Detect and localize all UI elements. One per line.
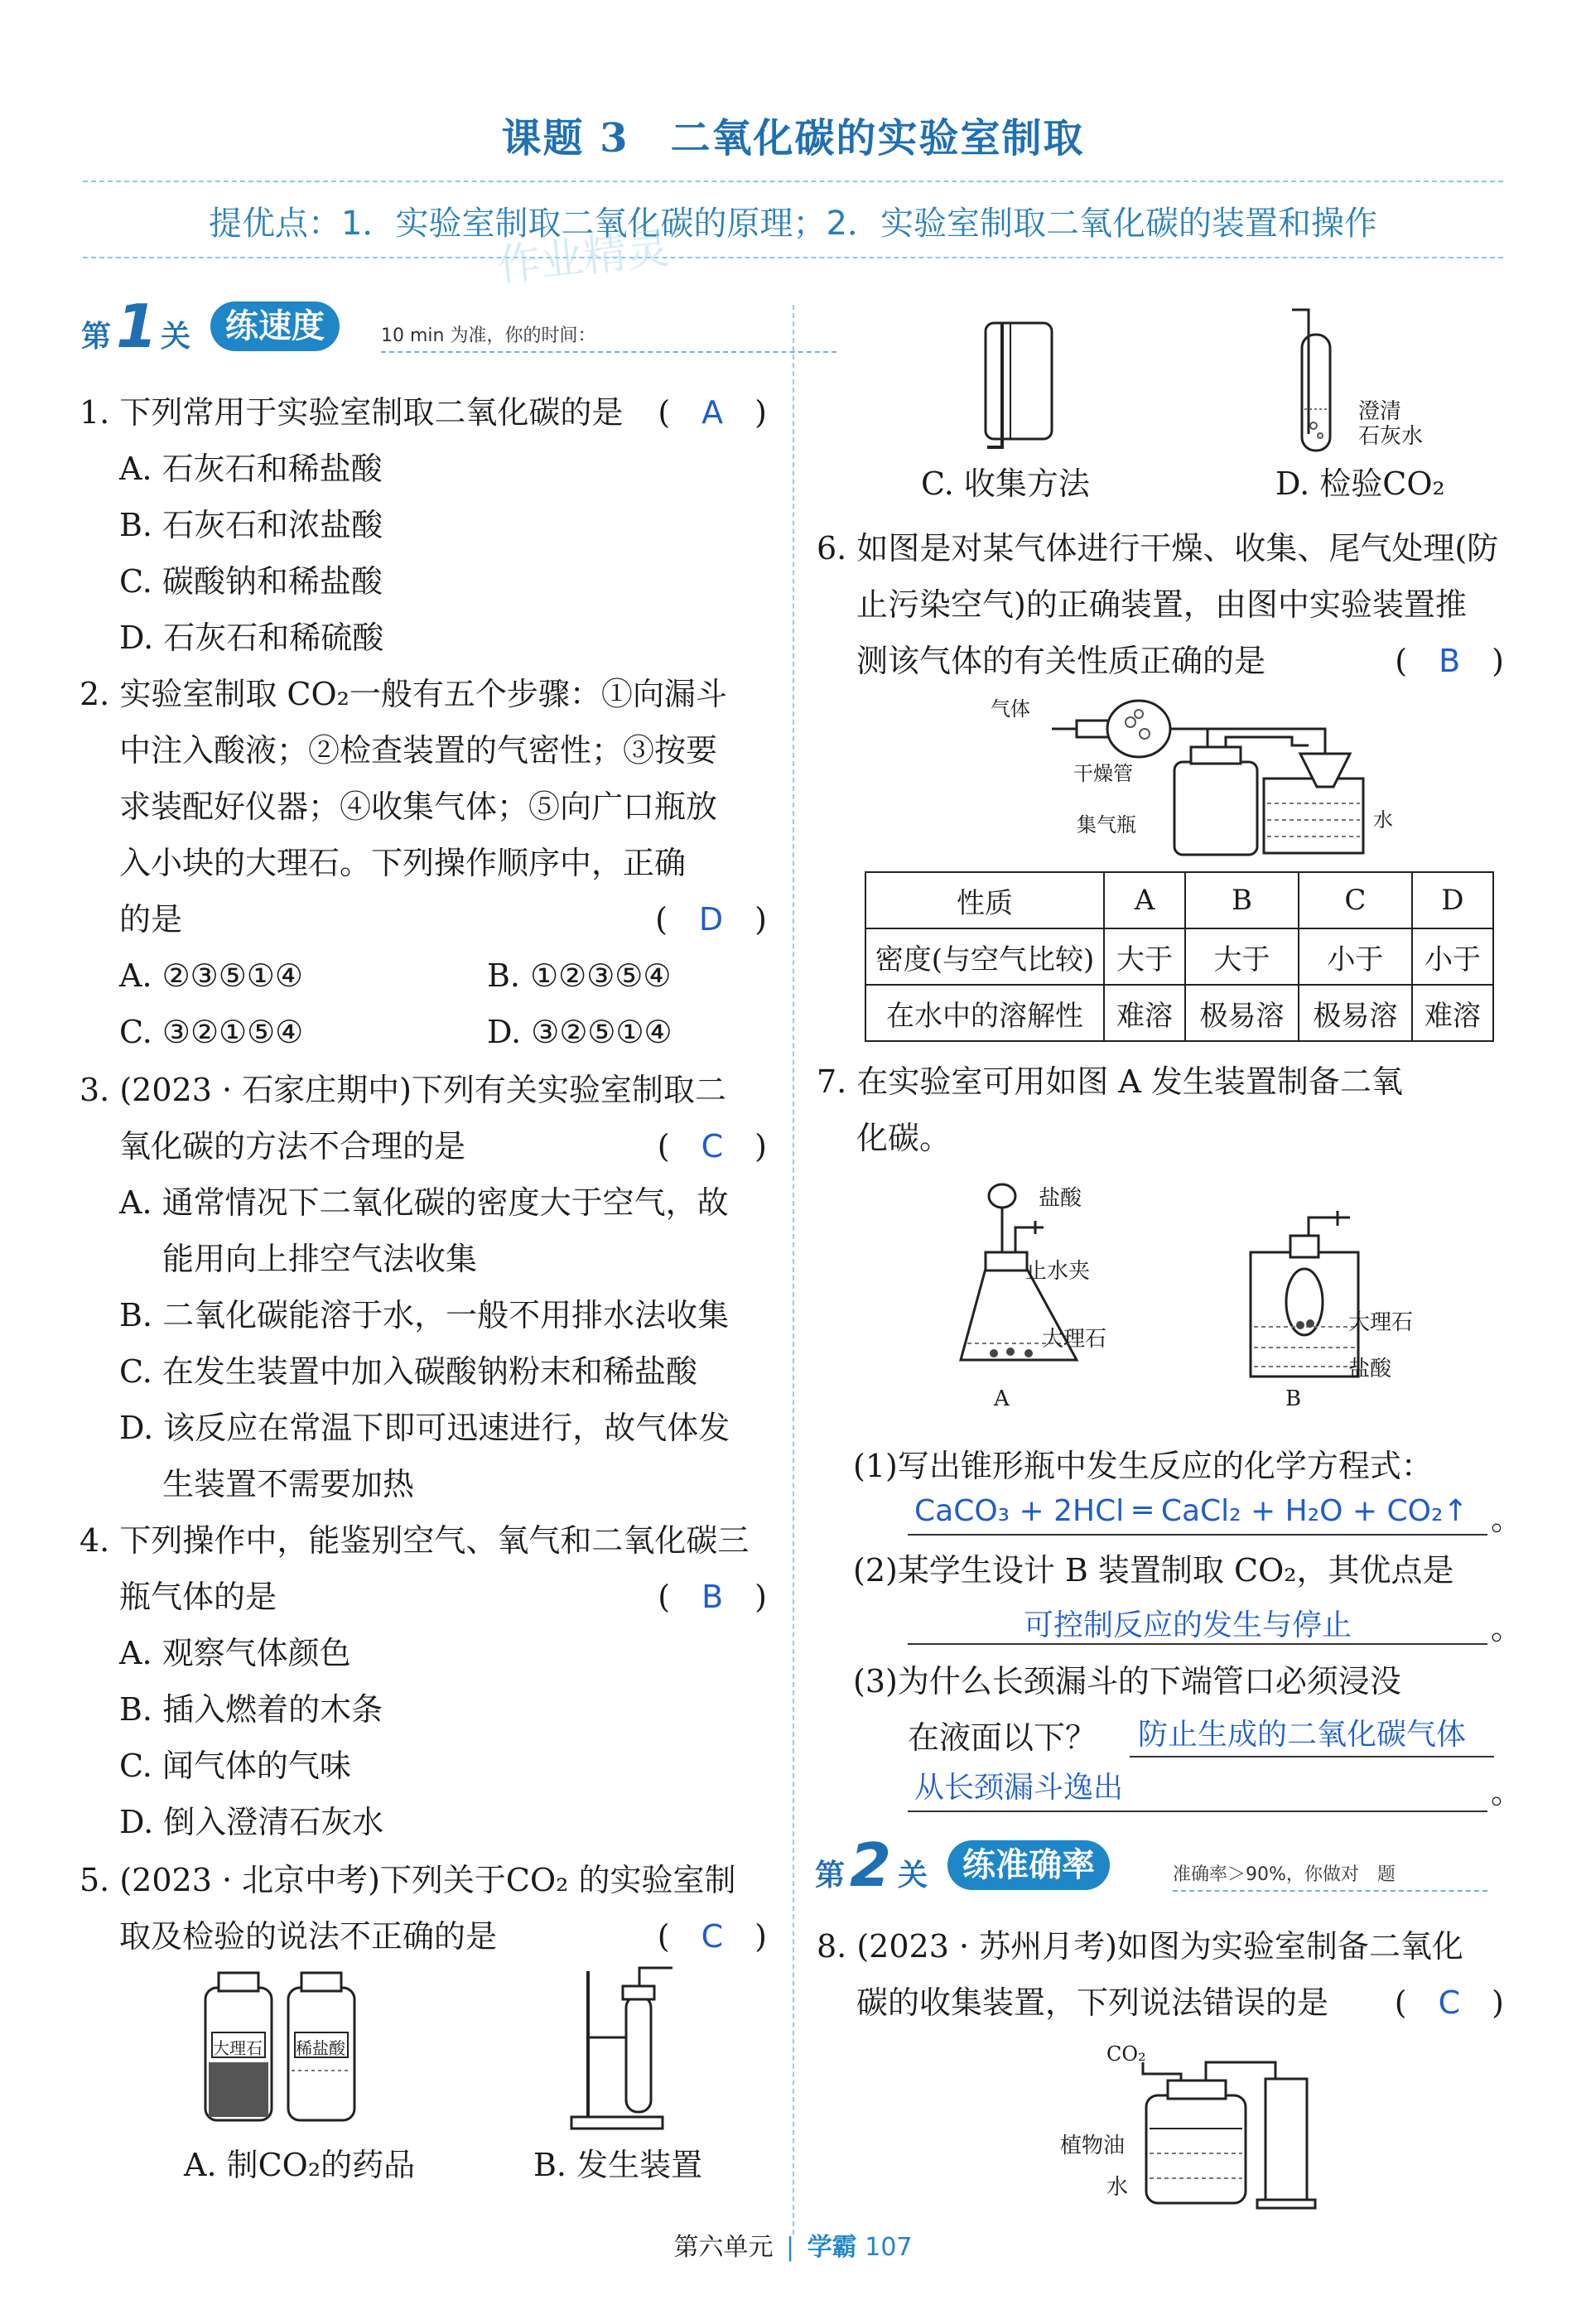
table-header: B [1185, 872, 1299, 928]
table-cell: 在水中的溶解性 [865, 985, 1104, 1041]
q7-period: 。 [1491, 1610, 1523, 1647]
q2-option-c: C. ③②①⑤④ [119, 1014, 304, 1050]
q7-part-1-blank [908, 1492, 1487, 1536]
watermark: 作业精灵 [495, 224, 672, 292]
q8-collection-apparatus-figure [1126, 2046, 1342, 2211]
q5-caption-c: C. 收集方法 [921, 465, 1090, 502]
table-row [865, 872, 1493, 928]
q7-label-acid-b: 盐酸 [1348, 1357, 1392, 1381]
section-suffix: 关 [161, 320, 191, 354]
q5-lime-label-1: 澄清 [1358, 399, 1402, 424]
q7-label-marble-b: 大理石 [1348, 1310, 1414, 1335]
table-cell: 极易溶 [1299, 985, 1412, 1041]
table-cell: 小于 [1412, 928, 1493, 985]
q5-label-acid: 稀盐酸 [296, 2038, 345, 2058]
q2-option-b: B. ①②③⑤④ [487, 957, 672, 994]
q2-stem-line1: 2. 实验室制取 CO₂一般有五个步骤：①向漏斗 [80, 676, 727, 712]
page-footer [0, 2226, 1586, 2263]
question-8: 8. (2023 · 苏州月考)如图为实验室制备二氧化 碳的收集装置，下列说法错误的是 ( C ) [817, 1918, 1504, 2031]
q7-label-b: B [1285, 1386, 1302, 1411]
q1-option-d: D. 石灰石和稀硫酸 [119, 620, 384, 656]
q7-label-clamp: 止水夹 [1025, 1259, 1091, 1284]
q5-label-marble: 大理石 [213, 2038, 263, 2058]
table-header: A [1104, 872, 1185, 928]
q2-option-a: A. ②③⑤①④ [119, 957, 303, 994]
q2-answer: D [698, 901, 724, 938]
table-cell: 难溶 [1104, 985, 1185, 1041]
q3-answer: C [701, 1128, 724, 1164]
q5-co2-test-figure [1284, 301, 1350, 459]
q4-option-d: D. 倒入澄清石灰水 [119, 1804, 384, 1840]
q5-caption-a: A. 制CO₂的药品 [184, 2147, 416, 2183]
q1-answer: A [701, 394, 724, 431]
q7-stem-line2: 化碳。 [856, 1120, 952, 1156]
q1-stem: 1. 下列常用于实验室制取二氧化碳的是 [80, 394, 624, 431]
section-note: 10 min 为准，你的时间： [381, 325, 596, 346]
q8-label-water: 水 [1106, 2175, 1129, 2200]
title-divider [83, 181, 1503, 182]
q4-option-b: B. 插入燃着的木条 [119, 1691, 383, 1728]
table-cell: 难溶 [1412, 985, 1493, 1041]
q7-part-3-blank-2 [908, 1762, 1487, 1812]
q1-option-c: C. 碳酸钠和稀盐酸 [119, 563, 383, 600]
q5-generator-apparatus-figure [563, 1963, 696, 2137]
question-2: 2. 实验室制取 CO₂一般有五个步骤：①向漏斗 中注入酸液；②检查装置的气密性；③按要 求装配好仪器；④收集气体；⑤向广口瓶放 入小块的大理石。下列操作顺序中，正确 的是 ( D ) A. ②③⑤①④ B. ①②③⑤④ C. ③②①⑤④ D. ③②⑤①④ [80, 666, 767, 1060]
q5-lime-label [1358, 399, 1423, 449]
q2-stem-line4: 入小块的大理石。下列操作顺序中，正确 [119, 845, 687, 881]
q7-part-1-answer: CaCO₃ + 2HCl ═ CaCl₂ + H₂O + CO₂↑ [914, 1494, 1468, 1528]
q7-period: 。 [1491, 1774, 1523, 1811]
q2-stem-line2: 中注入酸液；②检查装置的气密性；③按要 [119, 732, 718, 769]
q3-option-a-cont: 能用向上排空气法收集 [162, 1241, 478, 1277]
q6-label-bottle: 集气瓶 [1077, 813, 1136, 837]
table-cell: 密度(与空气比较) [865, 928, 1104, 985]
q2-stem-line3: 求装配好仪器；④收集气体；⑤向广口瓶放 [119, 788, 718, 825]
section-suffix: 关 [898, 1859, 928, 1892]
table-cell: 小于 [1299, 928, 1412, 985]
q4-stem-line2: 瓶气体的是 [119, 1579, 277, 1615]
q7-part-2-answer: 可控制反应的发生与停止 [1024, 1608, 1352, 1642]
section-badge: 练速度 [210, 301, 340, 351]
q6-answer: B [1439, 643, 1461, 679]
q6-stem-line3: 测该气体的有关性质正确的是 [856, 643, 1266, 679]
table-cell: 大于 [1185, 928, 1299, 985]
question-6: 6. 如图是对某气体进行干燥、收集、尾气处理(防 止污染空气)的正确装置，由图中实验装置推 测该气体的有关性质正确的是 ( B ) [817, 520, 1504, 689]
q7-stem-line1: 7. 在实验室可用如图 A 发生装置制备二氧 [817, 1063, 1403, 1100]
section-underline [381, 351, 836, 353]
q4-option-c: C. 闻气体的气味 [119, 1748, 351, 1784]
q3-stem-line2: 氧化碳的方法不合理的是 [119, 1128, 466, 1164]
q7-part-2: (2)某学生设计 B 装置制取 CO₂，其优点是 [853, 1552, 1454, 1589]
q6-label-gas: 气体 [991, 697, 1030, 721]
q7-part-3-answer-1: 防止生成的二氧化碳气体 [1138, 1718, 1467, 1752]
section-2-header [815, 1830, 1502, 1900]
table-cell: 大于 [1104, 928, 1185, 985]
section-number: 2 [850, 1830, 892, 1900]
page-number: 107 [865, 2233, 913, 2262]
q7-period: 。 [1491, 1501, 1523, 1537]
q6-stem-line1: 6. 如图是对某气体进行干燥、收集、尾气处理(防 [817, 530, 1499, 567]
table-header: 性质 [865, 872, 1104, 928]
column-separator [793, 305, 794, 2235]
q2-option-d: D. ③②⑤①④ [487, 1014, 672, 1050]
q2-stem-line5: 的是 [119, 901, 183, 938]
section-underline [1173, 1890, 1487, 1892]
question-3: 3. (2023 · 石家庄期中)下列有关实验室制取二 氧化碳的方法不合理的是 ( C ) A. 通常情况下二氧化碳的密度大于空气，故 能用向上排空气法收集 B. 二氧化碳能溶于水，一般不用排水法收集 C. 在发生装置中加入碳酸钠粉末和稀盐酸 D. 该反应在常温下即可迅速进行，故气体发 生装置不需要加热 [80, 1062, 767, 1512]
q3-option-a: A. 通常情况下二氧化碳的密度大于空气，故 [119, 1184, 729, 1221]
q3-option-d: D. 该反应在常温下即可迅速进行，故气体发 [119, 1410, 730, 1446]
q4-stem-line1: 4. 下列操作中，能鉴别空气、氧气和二氧化碳三 [80, 1522, 750, 1559]
section-note: 准确率＞90%，你做对 题 [1173, 1864, 1396, 1885]
q3-option-c: C. 在发生装置中加入碳酸钠粉末和稀盐酸 [119, 1353, 697, 1390]
table-header: D [1412, 872, 1493, 928]
q5-caption-d: D. 检验CO₂ [1275, 465, 1445, 502]
q4-option-a: A. 观察气体颜色 [119, 1635, 351, 1671]
q5-collection-method-figure [977, 315, 1068, 464]
q7-part-3-blank-1 [1130, 1709, 1494, 1757]
q7-part-3-cont: 在液面以下？ [908, 1719, 1097, 1756]
section-1-header [81, 292, 760, 361]
q4-answer: B [701, 1579, 724, 1615]
q5-lime-label-2: 石灰水 [1358, 424, 1424, 449]
question-5: 5. (2023 · 北京中考)下列关于CO₂ 的实验室制 取及检验的说法不正确的是 ( C ) [80, 1852, 767, 1965]
q8-stem-line1: 8. (2023 · 苏州月考)如图为实验室制备二氧化 [817, 1928, 1463, 1965]
page-title: 课题 3 二氧化碳的实验室制取 [501, 115, 1085, 162]
q8-answer: C [1438, 1984, 1461, 2021]
q7-part-3-answer-2: 从长颈漏斗逸出 [914, 1771, 1124, 1805]
q6-property-table [865, 871, 1494, 1042]
q1-option-a: A. 石灰石和稀盐酸 [119, 451, 383, 487]
q7-part-2-blank [908, 1602, 1487, 1645]
q7-part-1: (1)写出锥形瓶中发生反应的化学方程式： [853, 1448, 1433, 1484]
footer-separator: | [786, 2233, 795, 2262]
q6-stem-line2: 止污染空气)的正确装置，由图中实验装置推 [856, 586, 1467, 623]
q8-stem-line2: 碳的收集装置，下列说法错误的是 [856, 1984, 1329, 2021]
q3-stem-line1: 3. (2023 · 石家庄期中)下列有关实验室制取二 [80, 1072, 726, 1108]
q7-label-a: A [994, 1386, 1010, 1411]
section-prefix: 第 [815, 1859, 846, 1892]
table-cell: 极易溶 [1185, 985, 1299, 1041]
q6-apparatus-figure [994, 687, 1391, 861]
q7-part-3: (3)为什么长颈漏斗的下端管口必须浸没 [853, 1663, 1401, 1700]
question-7 [817, 1054, 1504, 1166]
subtitle-divider [83, 257, 1503, 258]
q3-option-b: B. 二氧化碳能溶于水，一般不用排水法收集 [119, 1297, 730, 1333]
footer-brand: 学霸 [807, 2233, 857, 2262]
q7-label-marble: 大理石 [1042, 1327, 1107, 1352]
q5-answer: C [701, 1918, 724, 1955]
section-prefix: 第 [81, 320, 112, 354]
q7-label-acid: 盐酸 [1039, 1186, 1082, 1211]
q6-label-dryer: 干燥管 [1073, 762, 1133, 785]
q5-stem-line1: 5. (2023 · 北京中考)下列关于CO₂ 的实验室制 [80, 1862, 736, 1898]
section-number: 1 [116, 292, 158, 361]
q6-label-water: 水 [1373, 808, 1393, 832]
question-4: 4. 下列操作中，能鉴别空气、氧气和二氧化碳三 瓶气体的是 ( B ) A. 观察气体颜色 B. 插入燃着的木条 C. 闻气体的气味 D. 倒入澄清石灰水 [80, 1512, 767, 1850]
table-header: C [1299, 872, 1412, 928]
q8-label-oil: 植物油 [1060, 2134, 1126, 2158]
table-row [865, 985, 1493, 1041]
key-points: 提优点：1．实验室制取二氧化碳的原理；2．实验室制取二氧化碳的装置和操作 [209, 205, 1377, 243]
section-badge: 练准确率 [947, 1840, 1110, 1890]
footer-unit: 第六单元 [673, 2233, 774, 2262]
q5-stem-line2: 取及检验的说法不正确的是 [119, 1918, 498, 1955]
q3-option-d-cont: 生装置不需要加热 [162, 1466, 415, 1502]
question-1: 1. 下列常用于实验室制取二氧化碳的是 ( A ) A. 石灰石和稀盐酸 B. 石灰石和浓盐酸 C. 碳酸钠和稀盐酸 D. 石灰石和稀硫酸 [80, 384, 767, 666]
q5-caption-b: B. 发生装置 [533, 2147, 703, 2183]
q8-label-co2: CO₂ [1106, 2042, 1146, 2066]
q1-option-b: B. 石灰石和浓盐酸 [119, 507, 383, 543]
table-row [865, 928, 1493, 985]
